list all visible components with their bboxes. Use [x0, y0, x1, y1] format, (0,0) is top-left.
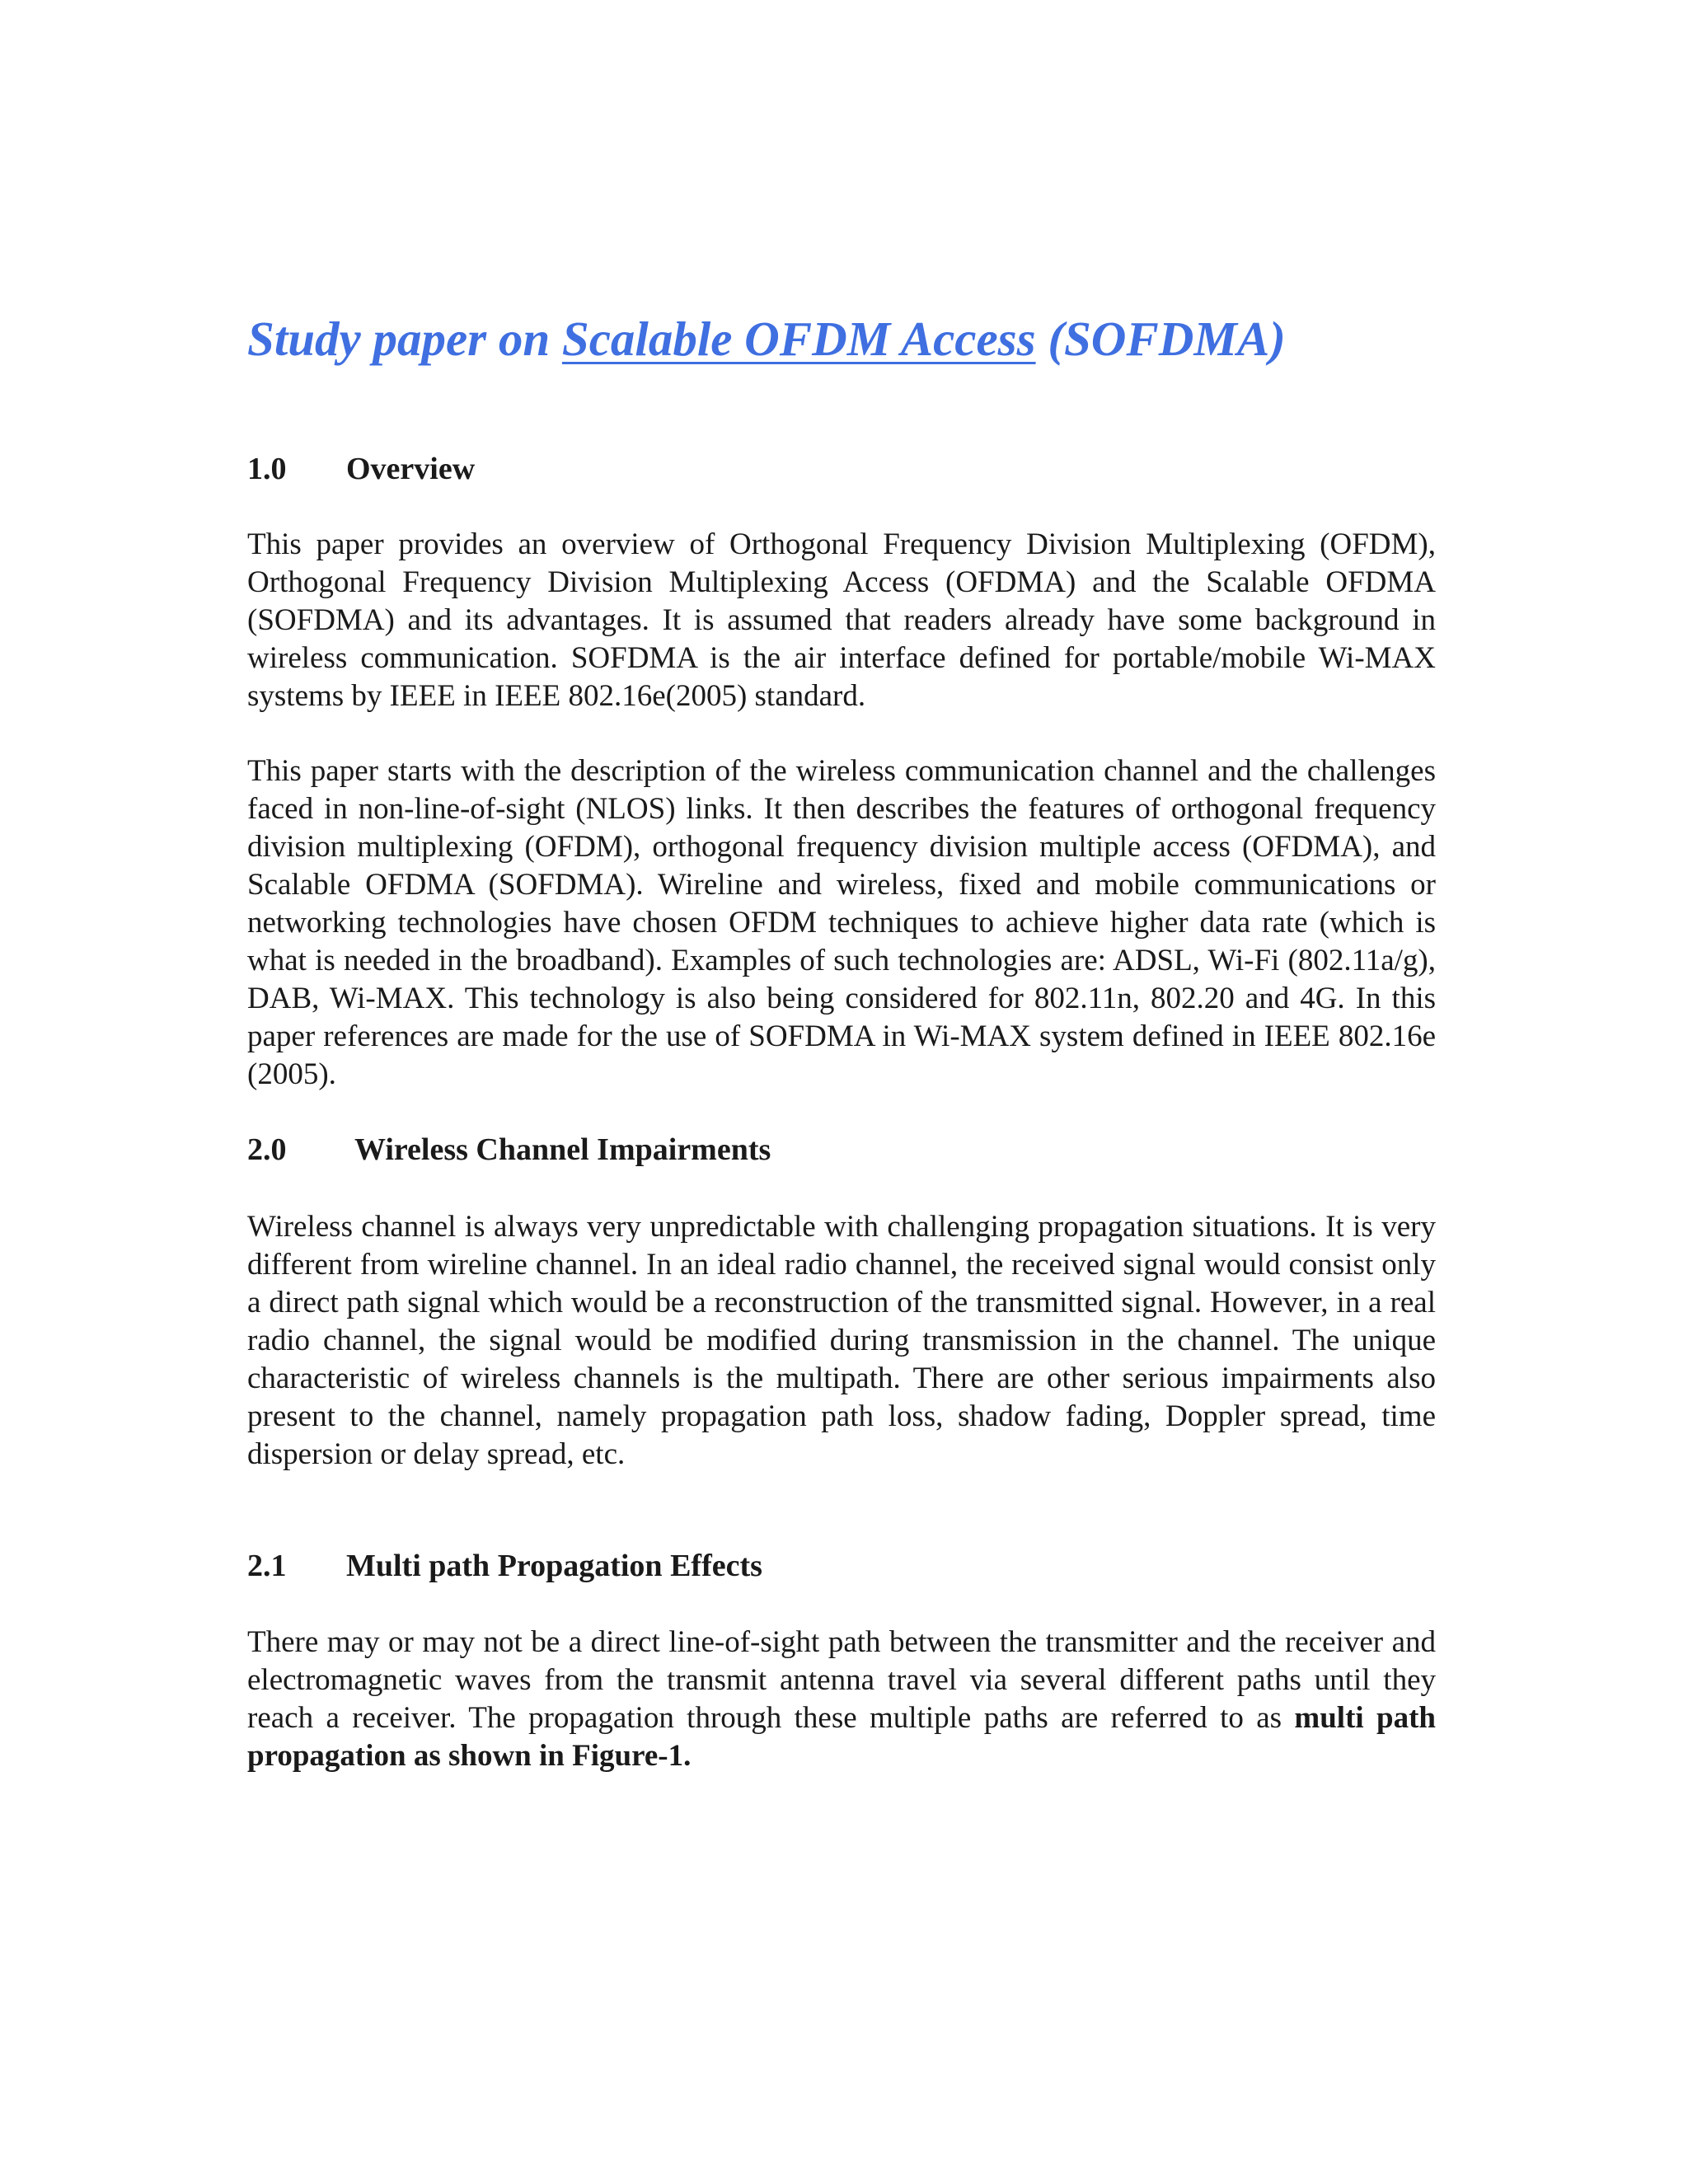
impairments-paragraph: Wireless channel is always very unpredictable with challenging propagation situations. It is very different from wireline channel. In an ideal radio channel, the received signal would consist only a direct path signal which would be a reconstruction of the transmitted signal. However, in a real radio channel, the signal would be modified during transmission in the channel. The unique characteristic of wireless channels is the multipath. There are other serious impairments also present to the channel, namely propagation path loss, shadow fading, Doppler spread, time dispersion or delay spread, etc. [247, 1210, 1436, 1471]
section-title: Multi path Propagation Effects [346, 1549, 762, 1583]
section-heading-impairments [247, 1132, 771, 1169]
title-suffix: (SOFDMA) [1035, 312, 1286, 366]
section-number: 2.0 [247, 1132, 287, 1167]
multipath-paragraph [247, 1624, 1436, 1775]
section-heading-multipath [247, 1548, 762, 1586]
section-heading-overview [247, 451, 475, 489]
title-prefix: Study paper on [247, 312, 562, 366]
title-link[interactable]: Scalable OFDM Access [561, 312, 1036, 366]
overview-paragraph-1: This paper provides an overview of Orthogonal Frequency Division Multiplexing (OFDM), Orthogonal Frequency Division Multiplexing Access (OFDMA) and the Scalable OFDMA (SOFDMA) and its advantages. It is assumed that readers already have some background in wireless communication. SOFDMA is the air interface defined for portable/mobile Wi-MAX systems by IEEE in IEEE 802.16e(2005) standard. [247, 527, 1436, 713]
multipath-emphasis: multi path propagation as shown in Figure-1. [247, 1701, 1437, 1773]
multipath-text: There may or may not be a direct line-of-sight path between the transmitter and the receiver and electromagnetic waves from the transmit antenna travel via several different paths until they reach a receiver. The propagation through these multiple paths are referred to as [247, 1625, 1436, 1735]
section-title: Overview [346, 452, 476, 486]
section-number: 1.0 [247, 452, 287, 486]
section-number: 2.1 [247, 1549, 287, 1583]
section-title: Wireless Channel Impairments [354, 1132, 771, 1167]
overview-paragraph-2: This paper starts with the description of the wireless communication channel and the challenges faced in non-line-of-sight (NLOS) links. It then describes the features of orthogonal frequency division multiplexing (OFDM), orthogonal frequency division multiple access (OFDMA), and Scalable OFDMA (SOFDMA). Wireline and wireless, fixed and mobile communications or networking technologies have chosen OFDM techniques to achieve higher data rate (which is what is needed in the broadband). Examples of such technologies are: ADSL, Wi-Fi (802.11a/g), DAB, Wi-MAX. This technology is also being considered for 802.11n, 802.20 and 4G. In this paper references are made for the use of SOFDMA in Wi-MAX system defined in IEEE 802.16e (2005). [247, 754, 1436, 1091]
paper-title [247, 310, 1286, 368]
